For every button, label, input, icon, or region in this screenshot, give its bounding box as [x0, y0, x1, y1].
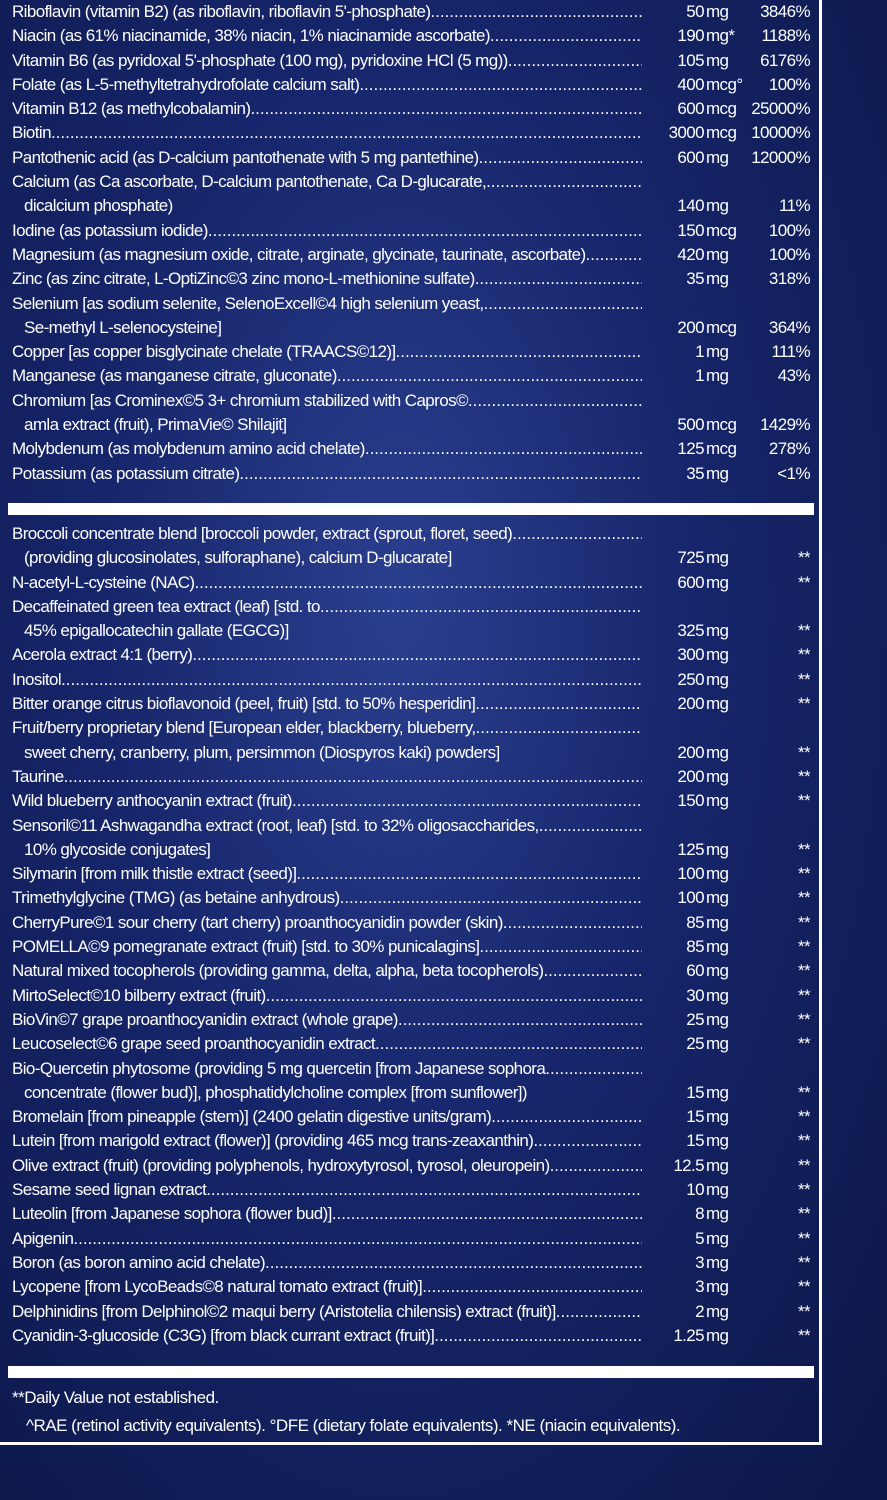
- ingredient-name-line2: 45% epigallocatechin gallate (EGCG)]: [24, 621, 289, 641]
- ingredient-daily-value: **: [797, 572, 810, 592]
- ingredient-name: [12, 1129, 642, 1153]
- ingredient-amount: 150: [677, 791, 704, 811]
- ingredient-name: [12, 170, 642, 219]
- ingredient-row: [12, 243, 810, 267]
- ingredient-name-line: Natural mixed tocopherols (providing gamma, delta, alpha, beta tocopherols) .....: [12, 959, 642, 983]
- ingredient-name-line: Apigenin .....: [12, 1227, 642, 1251]
- ingredient-row: [12, 984, 810, 1008]
- ingredient-name: [12, 292, 642, 341]
- ingredient-daily-value: **: [797, 1131, 810, 1151]
- footnote-divider: [8, 1366, 814, 1378]
- ingredient-row: [12, 1032, 810, 1056]
- ingredient-name-line: Vitamin B6 (as pyridoxal 5'-phosphate (100 mg), pyridoxine HCl (5 mg)) .....: [12, 49, 642, 73]
- ingredient-unit: mg: [706, 912, 729, 932]
- ingredient-name-line: Chromium [as Crominex©5 3+ chromium stabilized with Capros© .....: [12, 389, 642, 413]
- ingredient-name-line: Copper [as copper bisglycinate chelate (TRAACS©12)] .....: [12, 340, 642, 364]
- ingredient-row: [12, 862, 810, 886]
- ingredient-name-line: Sensoril©11 Ashwagandha extract (root, leaf) [std. to 32% oligosaccharides, .....: [12, 814, 642, 838]
- ingredient-daily-value: **: [797, 1082, 810, 1102]
- ingredient-daily-value: **: [797, 961, 810, 981]
- ingredient-daily-value: 3846%: [760, 2, 810, 21]
- ingredient-name: [12, 243, 642, 267]
- ingredient-amount: 190: [677, 26, 704, 46]
- ingredient-name-line: Luteolin [from Japanese sophora (flower bud)] .....: [12, 1202, 642, 1226]
- ingredient-unit: mcg: [706, 123, 737, 143]
- ingredient-name: [12, 1032, 642, 1056]
- ingredient-daily-value: **: [797, 548, 810, 568]
- ingredient-name: [12, 692, 642, 716]
- ingredient-unit: mg: [706, 645, 729, 665]
- ingredient-daily-value: 1429%: [760, 415, 810, 435]
- ingredient-amount: 15: [686, 1107, 704, 1127]
- ingredient-name: [12, 1275, 642, 1299]
- ingredient-name-line: Selenium [as sodium selenite, SelenoExcell©4 high selenium yeast, .....: [12, 292, 642, 316]
- ingredient-row: [12, 24, 810, 48]
- ingredient-row: [12, 1275, 810, 1299]
- ingredient-name-line: Vitamin B12 (as methylcobalamin) .....: [12, 97, 642, 121]
- ingredient-name: [12, 1154, 642, 1178]
- ingredient-daily-value: 111%: [771, 342, 810, 362]
- ingredient-unit: mg: [706, 1155, 729, 1175]
- ingredient-amount: 1: [695, 366, 704, 386]
- ingredient-row: [12, 389, 810, 438]
- ingredient-name-line: Molybdenum (as molybdenum amino acid chelate) .....: [12, 437, 642, 461]
- ingredient-name: [12, 389, 642, 438]
- ingredient-row: [12, 1202, 810, 1226]
- ingredient-row: [12, 1251, 810, 1275]
- ingredient-name-line: Olive extract (fruit) (providing polyphenols, hydroxytyrosol, tyrosol, oleuropein) .....: [12, 1154, 642, 1178]
- ingredient-amount: 600: [677, 147, 704, 167]
- ingredient-row: [12, 267, 810, 291]
- ingredient-name-line: Inositol .....: [12, 668, 642, 692]
- ingredient-unit: mcg: [706, 415, 737, 435]
- ingredient-daily-value: **: [797, 645, 810, 665]
- ingredient-row: [12, 170, 810, 219]
- ingredient-name-line: MirtoSelect©10 bilberry extract (fruit) .....: [12, 984, 642, 1008]
- ingredient-unit: mg: [706, 1228, 729, 1248]
- ingredient-daily-value: 43%: [777, 366, 810, 386]
- ingredient-row: [12, 959, 810, 983]
- ingredient-row: [12, 595, 810, 644]
- ingredient-row: [12, 364, 810, 388]
- ingredient-unit: mcg: [706, 439, 737, 459]
- ingredient-row: [12, 643, 810, 667]
- ingredient-row: [12, 49, 810, 73]
- ingredient-amount: 325: [677, 621, 704, 641]
- ingredient-name: [12, 1008, 642, 1032]
- ingredient-name-line: Leucoselect©6 grape seed proanthocyanidin extract .....: [12, 1032, 642, 1056]
- ingredient-row: [12, 1227, 810, 1251]
- ingredient-daily-value: **: [797, 1252, 810, 1272]
- ingredient-amount: 85: [686, 937, 704, 957]
- ingredient-amount: 600: [677, 99, 704, 119]
- ingredient-row: [12, 789, 810, 813]
- ingredient-daily-value: **: [797, 1180, 810, 1200]
- ingredient-name: [12, 668, 642, 692]
- ingredient-unit: mg: [706, 463, 729, 483]
- ingredient-daily-value: **: [797, 912, 810, 932]
- ingredient-name-line: Silymarin [from milk thistle extract (seed)] .....: [12, 862, 642, 886]
- ingredient-amount: 200: [677, 766, 704, 786]
- ingredient-name-line: Pantothenic acid (as D-calcium pantothenate with 5 mg pantethine) .....: [12, 146, 642, 170]
- ingredient-row: [12, 219, 810, 243]
- ingredient-row: [12, 1178, 810, 1202]
- ingredient-daily-value: **: [797, 1034, 810, 1054]
- ingredient-name: [12, 1202, 642, 1226]
- ingredient-name-line: Lycopene [from LycoBeads©8 natural tomato extract (fruit)] .....: [12, 1275, 642, 1299]
- ingredient-amount: 200: [677, 742, 704, 762]
- footnote-dv: **Daily Value not established.: [12, 1388, 219, 1407]
- ingredient-amount: 420: [677, 244, 704, 264]
- ingredient-daily-value: **: [797, 888, 810, 908]
- ingredient-amount: 300: [677, 645, 704, 665]
- ingredient-unit: mg: [706, 791, 729, 811]
- ingredient-daily-value: **: [797, 791, 810, 811]
- ingredient-row: [12, 97, 810, 121]
- ingredient-name-line2: 10% glycoside conjugates]: [24, 839, 211, 859]
- ingredient-amount: 140: [677, 196, 704, 216]
- ingredient-amount: 725: [677, 548, 704, 568]
- ingredient-unit: mg: [706, 1325, 729, 1345]
- ingredient-row: [12, 692, 810, 716]
- ingredient-row: [12, 1129, 810, 1153]
- ingredient-unit: mg: [706, 742, 729, 762]
- ingredient-unit: mg: [706, 1204, 729, 1224]
- ingredient-name-line: Cyanidin-3-glucoside (C3G) [from black currant extract (fruit)] .....: [12, 1324, 642, 1348]
- ingredient-row: [12, 522, 810, 571]
- ingredient-daily-value: **: [797, 694, 810, 714]
- ingredient-name: [12, 595, 642, 644]
- ingredient-daily-value: <1%: [777, 463, 810, 483]
- ingredient-daily-value: 12000%: [751, 147, 810, 167]
- ingredient-name: [12, 364, 642, 388]
- ingredient-daily-value: **: [797, 864, 810, 884]
- ingredient-daily-value: 100%: [768, 244, 810, 264]
- ingredient-name-line: Fruit/berry proprietary blend [European elder, blackberry, blueberry, .....: [12, 716, 642, 740]
- ingredient-amount: 200: [677, 317, 704, 337]
- ingredient-name-line: Potassium (as potassium citrate) .....: [12, 462, 642, 486]
- ingredient-name: [12, 121, 642, 145]
- ingredient-name-line: Taurine .....: [12, 765, 642, 789]
- ingredient-daily-value: **: [797, 937, 810, 957]
- ingredient-amount: 50: [686, 2, 704, 21]
- ingredient-unit: mg: [706, 839, 729, 859]
- ingredient-name-line: Acerola extract 4:1 (berry) .....: [12, 643, 642, 667]
- ingredient-name-line2: Se-methyl L-selenocysteine]: [24, 317, 222, 337]
- ingredient-amount: 100: [677, 864, 704, 884]
- ingredient-name-line: Bromelain [from pineapple (stem)] (2400 gelatin digestive units/gram) .....: [12, 1105, 642, 1129]
- ingredient-unit: mg: [706, 147, 729, 167]
- ingredient-amount: 1.25: [673, 1325, 704, 1345]
- ingredient-name-line: Boron (as boron amino acid chelate) .....: [12, 1251, 642, 1275]
- ingredient-name-line: Biotin .....: [12, 121, 642, 145]
- ingredient-row: [12, 1008, 810, 1032]
- ingredient-name: [12, 1105, 642, 1129]
- ingredient-amount: 10: [686, 1180, 704, 1200]
- ingredient-unit: mg: [706, 864, 729, 884]
- ingredient-name: [12, 1227, 642, 1251]
- ingredient-unit: mg: [706, 669, 729, 689]
- ingredient-name: [12, 522, 642, 571]
- ingredient-unit: mcg: [706, 99, 737, 119]
- ingredient-name-line2: (providing glucosinolates, sulforaphane), calcium D-glucarate]: [24, 548, 452, 568]
- ingredient-name: [12, 571, 642, 595]
- ingredient-unit: mg: [706, 572, 729, 592]
- ingredient-row: [12, 886, 810, 910]
- ingredient-name: [12, 146, 642, 170]
- ingredient-row: [12, 292, 810, 341]
- footnotes: [12, 1384, 680, 1440]
- ingredient-amount: 1: [695, 342, 704, 362]
- ingredient-amount: 500: [677, 415, 704, 435]
- ingredient-row: [12, 0, 810, 24]
- ingredient-unit: mg: [706, 1082, 729, 1102]
- ingredient-daily-value: **: [797, 669, 810, 689]
- ingredient-name-line: Delphinidins [from Delphinol©2 maqui berry (Aristotelia chilensis) extract (fruit)] .....: [12, 1300, 642, 1324]
- ingredient-name-line: Calcium (as Ca ascorbate, D-calcium pantothenate, Ca D-glucarate, .....: [12, 170, 642, 194]
- ingredient-amount: 15: [686, 1082, 704, 1102]
- ingredient-unit: mg: [706, 244, 729, 264]
- ingredient-amount: 12.5: [673, 1155, 704, 1175]
- ingredient-unit: mg: [706, 961, 729, 981]
- ingredient-name-line: Trimethylglycine (TMG) (as betaine anhydrous) .....: [12, 886, 642, 910]
- ingredient-name: [12, 49, 642, 73]
- ingredient-name: [12, 935, 642, 959]
- footnote-equivalents: ^RAE (retinol activity equivalents). °DFE (dietary folate equivalents). *NE (niacin equivalents).: [26, 1416, 681, 1435]
- ingredient-unit: mcg: [706, 220, 737, 240]
- ingredient-amount: 25: [686, 1009, 704, 1029]
- ingredient-name: [12, 886, 642, 910]
- ingredient-row: [12, 437, 810, 461]
- ingredient-daily-value: **: [797, 1107, 810, 1127]
- ingredient-name-line: CherryPure©1 sour cherry (tart cherry) proanthocyanidin powder (skin) .....: [12, 911, 642, 935]
- ingredient-amount: 150: [677, 220, 704, 240]
- ingredient-row: [12, 1300, 810, 1324]
- ingredient-row: [12, 146, 810, 170]
- ingredient-name-line: BioVin©7 grape proanthocyanidin extract (whole grape) .....: [12, 1008, 642, 1032]
- ingredient-daily-value: **: [797, 1009, 810, 1029]
- ingredient-daily-value: 25000%: [751, 99, 810, 119]
- ingredient-amount: 600: [677, 572, 704, 592]
- ingredient-name: [12, 959, 642, 983]
- ingredient-daily-value: 11%: [779, 196, 810, 216]
- ingredient-daily-value: 10000%: [751, 123, 810, 143]
- ingredient-row: [12, 1154, 810, 1178]
- ingredient-daily-value: **: [797, 985, 810, 1005]
- ingredient-row: [12, 935, 810, 959]
- ingredient-unit: mg: [706, 548, 729, 568]
- ingredient-daily-value: 1188%: [761, 26, 810, 46]
- ingredient-unit: mg: [706, 766, 729, 786]
- ingredient-amount: 200: [677, 694, 704, 714]
- ingredient-name-line: Folate (as L-5-methyltetrahydrofolate calcium salt) .....: [12, 73, 642, 97]
- ingredient-amount: 15: [686, 1131, 704, 1151]
- ingredient-row: [12, 1057, 810, 1106]
- ingredient-name: [12, 1324, 642, 1348]
- ingredient-unit: mg: [706, 342, 729, 362]
- ingredient-name-line: Broccoli concentrate blend [broccoli powder, extract (sprout, floret, seed) .....: [12, 522, 642, 546]
- ingredient-name: [12, 97, 642, 121]
- ingredient-unit: mg*: [706, 26, 735, 46]
- ingredient-row: [12, 1324, 810, 1348]
- ingredient-unit: mg: [706, 1301, 729, 1321]
- ingredient-unit: mg: [706, 1131, 729, 1151]
- ingredient-name-line: Bio-Quercetin phytosome (providing 5 mg quercetin [from Japanese sophora .....: [12, 1057, 642, 1081]
- ingredient-unit: mg: [706, 621, 729, 641]
- ingredient-amount: 400: [677, 74, 704, 94]
- ingredient-unit: mg: [706, 1180, 729, 1200]
- ingredient-name-line: N-acetyl-L-cysteine (NAC) .....: [12, 571, 642, 595]
- section-divider: [8, 503, 814, 515]
- ingredient-amount: 105: [677, 50, 704, 70]
- ingredient-row: [12, 716, 810, 765]
- ingredient-name-line: Zinc (as zinc citrate, L-OptiZinc©3 zinc mono-L-methionine sulfate) .....: [12, 267, 642, 291]
- ingredient-name: [12, 1057, 642, 1106]
- ingredient-name: [12, 219, 642, 243]
- ingredient-name-line: Riboflavin (vitamin B2) (as riboflavin, riboflavin 5'-phosphate) .....: [12, 0, 642, 24]
- ingredient-name: [12, 814, 642, 863]
- ingredient-name: [12, 1178, 642, 1202]
- ingredient-daily-value: 6176%: [760, 50, 810, 70]
- ingredient-unit: mcg: [706, 317, 737, 337]
- ingredient-unit: mg: [706, 50, 729, 70]
- ingredient-amount: 3000: [668, 123, 704, 143]
- ingredient-amount: 60: [686, 961, 704, 981]
- ingredient-row: [12, 73, 810, 97]
- ingredient-amount: 2: [695, 1301, 704, 1321]
- ingredient-unit: mg: [706, 2, 729, 21]
- ingredient-name: [12, 789, 642, 813]
- ingredient-unit: mcg°: [706, 74, 743, 94]
- ingredient-row: [12, 765, 810, 789]
- ingredient-amount: 3: [695, 1252, 704, 1272]
- ingredient-name: [12, 765, 642, 789]
- ingredient-name-line2: sweet cherry, cranberry, plum, persimmon (Diospyros kaki) powders]: [24, 742, 500, 762]
- ingredient-daily-value: **: [797, 839, 810, 859]
- ingredient-amount: 8: [695, 1204, 704, 1224]
- ingredient-name: [12, 0, 642, 24]
- ingredient-amount: 25: [686, 1034, 704, 1054]
- ingredient-daily-value: 278%: [768, 439, 810, 459]
- ingredient-name-line: Sesame seed lignan extract .....: [12, 1178, 642, 1202]
- ingredient-unit: mg: [706, 269, 729, 289]
- ingredient-row: [12, 668, 810, 692]
- ingredient-unit: mg: [706, 1009, 729, 1029]
- ingredient-name: [12, 24, 642, 48]
- ingredient-amount: 85: [686, 912, 704, 932]
- ingredient-unit: mg: [706, 985, 729, 1005]
- ingredient-unit: mg: [706, 196, 729, 216]
- ingredient-name-line: Manganese (as manganese citrate, gluconate) .....: [12, 364, 642, 388]
- ingredient-name-line: Lutein [from marigold extract (flower)] (providing 465 mcg trans-zeaxanthin) .....: [12, 1129, 642, 1153]
- ingredient-name-line2: dicalcium phosphate): [24, 196, 173, 216]
- ingredient-row: [12, 911, 810, 935]
- ingredient-row: [12, 462, 810, 486]
- ingredient-name: [12, 1300, 642, 1324]
- ingredient-row: [12, 121, 810, 145]
- ingredient-name-line2: amla extract (fruit), PrimaVie© Shilajit]: [24, 415, 287, 435]
- ingredient-unit: mg: [706, 1252, 729, 1272]
- ingredient-name: [12, 73, 642, 97]
- ingredient-daily-value: 100%: [768, 74, 810, 94]
- ingredient-name-line: Bitter orange citrus bioflavonoid (peel, fruit) [std. to 50% hesperidin] .....: [12, 692, 642, 716]
- ingredient-daily-value: **: [797, 1277, 810, 1297]
- ingredient-amount: 100: [677, 888, 704, 908]
- ingredient-daily-value: **: [797, 766, 810, 786]
- ingredient-daily-value: **: [797, 1301, 810, 1321]
- vitamins-minerals-section: [12, 0, 810, 486]
- ingredient-name: [12, 462, 642, 486]
- ingredient-amount: 35: [686, 269, 704, 289]
- ingredient-daily-value: 364%: [768, 317, 810, 337]
- ingredient-name: [12, 267, 642, 291]
- ingredient-unit: mg: [706, 694, 729, 714]
- ingredient-name: [12, 862, 642, 886]
- ingredient-amount: 35: [686, 463, 704, 483]
- ingredient-daily-value: 100%: [768, 220, 810, 240]
- ingredient-row: [12, 340, 810, 364]
- ingredient-amount: 125: [677, 439, 704, 459]
- ingredient-row: [12, 814, 810, 863]
- ingredient-name: [12, 716, 642, 765]
- ingredient-unit: mg: [706, 366, 729, 386]
- ingredient-unit: mg: [706, 1034, 729, 1054]
- ingredient-name-line: POMELLA©9 pomegranate extract (fruit) [std. to 30% punicalagins] .....: [12, 935, 642, 959]
- ingredient-daily-value: **: [797, 621, 810, 641]
- ingredient-amount: 3: [695, 1277, 704, 1297]
- ingredient-unit: mg: [706, 1277, 729, 1297]
- ingredient-daily-value: 318%: [768, 269, 810, 289]
- ingredient-name-line: Magnesium (as magnesium oxide, citrate, arginate, glycinate, taurinate, ascorbate) .....: [12, 243, 642, 267]
- ingredient-name-line2: concentrate (flower bud)], phosphatidylcholine complex [from sunflower]): [24, 1082, 527, 1102]
- ingredient-daily-value: **: [797, 1204, 810, 1224]
- ingredient-name: [12, 911, 642, 935]
- ingredient-name: [12, 984, 642, 1008]
- ingredient-name-line: Niacin (as 61% niacinamide, 38% niacin, 1% niacinamide ascorbate) .....: [12, 24, 642, 48]
- ingredient-daily-value: **: [797, 1155, 810, 1175]
- ingredient-name: [12, 1251, 642, 1275]
- ingredient-amount: 30: [686, 985, 704, 1005]
- ingredient-name: [12, 437, 642, 461]
- ingredient-daily-value: **: [797, 742, 810, 762]
- ingredient-amount: 125: [677, 839, 704, 859]
- ingredient-daily-value: **: [797, 1228, 810, 1248]
- other-ingredients-section: [12, 522, 810, 1348]
- ingredient-name-line: Wild blueberry anthocyanin extract (fruit) .....: [12, 789, 642, 813]
- ingredient-amount: 5: [695, 1228, 704, 1248]
- ingredient-unit: mg: [706, 1107, 729, 1127]
- ingredient-unit: mg: [706, 937, 729, 957]
- ingredient-name: [12, 643, 642, 667]
- ingredient-name: [12, 340, 642, 364]
- ingredient-row: [12, 571, 810, 595]
- ingredient-unit: mg: [706, 888, 729, 908]
- ingredient-name-line: Decaffeinated green tea extract (leaf) [std. to .....: [12, 595, 642, 619]
- ingredient-daily-value: **: [797, 1325, 810, 1345]
- ingredient-amount: 250: [677, 669, 704, 689]
- ingredient-name-line: Iodine (as potassium iodide) .....: [12, 219, 642, 243]
- ingredient-row: [12, 1105, 810, 1129]
